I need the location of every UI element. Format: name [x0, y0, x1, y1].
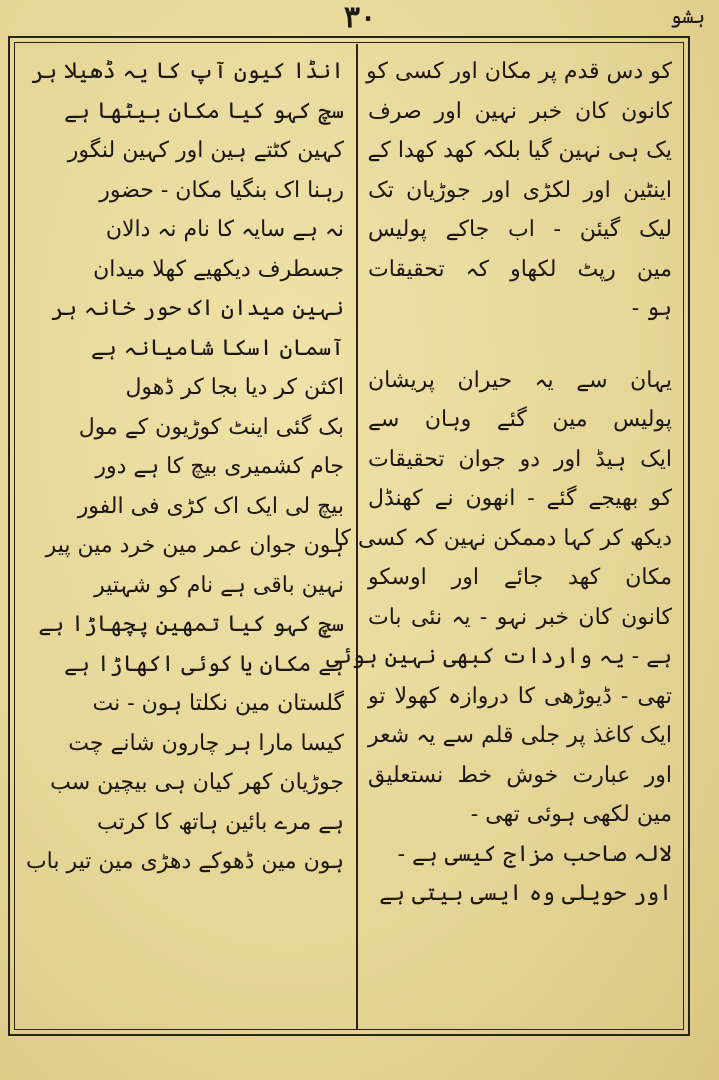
verse-line: جام کشمیری بیچ کا ہے دور: [95, 454, 344, 479]
text-line: دیکھ کر کہا دممکن نہین کہ کسی کا: [333, 525, 672, 551]
text-line: کو دس قدم پر مکان اور کسی کو: [366, 59, 672, 84]
verse-line: آسمان اسکا شامیانہ ہے: [90, 335, 344, 361]
verse-line: کیسا مارا ہر چارون شانے چت: [68, 730, 344, 756]
right-column: [326, 52, 682, 1022]
verse-line: جسطرف دیکھیے کھلا میدان: [93, 256, 344, 282]
text-line: مین لکھی ہوئی تھی -: [470, 802, 672, 827]
text-line: یک ہی نہین گیا بلکہ کھد کھدا کے: [367, 138, 672, 163]
verse-line: نہین باقی ہے نام کو شہتیر: [94, 572, 344, 598]
verse-line: اکثن کر دیا بجا کر ڈھول: [125, 375, 344, 400]
verse-line: سچ کہو کیا تمھین پچھاڑا ہے: [38, 612, 344, 637]
text-line: لیک گیئن - اب جاکے پولیس: [368, 217, 672, 242]
text-line: اور عبارت خوش خط نستعلیق: [368, 762, 672, 788]
left-column-verse: [18, 52, 354, 1022]
verse-line: گلستان مین نکلتا ہون - نت: [92, 691, 344, 716]
text-line: ایک کاغذ پر جلی قلم سے یہ شعر: [368, 723, 672, 748]
verse-line: ہے مرے بائین ہاتھ کا کرتب: [96, 809, 344, 835]
text-line: مکان کھد جائے اور اوسکو: [368, 565, 672, 590]
text-line: ہے - یہ واردات کبھی نہین ہوئی: [326, 644, 672, 669]
verse-line: کہین کٹتے ہین اور کہین لنگور: [67, 138, 344, 163]
text-line: یہان سے یہ حیران پریشان: [368, 367, 672, 393]
text-line: پولیس مین گئے وہان سے: [368, 407, 672, 432]
verse-line: نہین میدان اک حور خانہ ہر: [51, 296, 344, 321]
verse-line: انڈا کیون آپ کا یہ ڈھیلا ہر: [31, 59, 344, 84]
text-line: ہو -: [631, 296, 672, 321]
text-line: تھی - ڈیوڑھی کا دروازہ کھولا تو: [368, 683, 672, 709]
verse-line: سچ کہو کیا مکان بیٹھا ہے: [64, 98, 344, 124]
verse-line: جوڑیان کھر کیان ہی بیچین سب: [50, 770, 344, 795]
verse-line: ہون جوان عمر مین خرد مین پیر: [45, 533, 344, 558]
paragraph-gap: [368, 329, 672, 361]
text-line: کو بھیجے گئے - انھون نے کھنڈل: [368, 486, 672, 511]
verse-line: بیچ لی ایک اک کڑی فی الفور: [77, 493, 344, 519]
running-head: ہشو: [670, 4, 706, 28]
verse-line: بک گئی اینٹ کوڑیون کے مول: [78, 414, 344, 440]
text-line: اور حویلی وہ ایسی بیتی ہے: [379, 881, 672, 906]
text-line: کانون کان خبر نہین اور صرف: [368, 98, 672, 124]
text-line: لالہ صاحب مزاج کیسی ہے -: [397, 841, 672, 867]
verse-line: ہے مکان یا کوئی اکھاڑا ہے: [64, 651, 344, 677]
text-line: ایک ہیڈ اور دو جوان تحقیقات: [368, 446, 672, 472]
verse-line: نہ ہے سایہ کا نام نہ دالان: [105, 217, 344, 242]
verse-line: رہنا اک بنگیا مکان - حضور: [99, 177, 344, 203]
text-line: اینٹین اور لکڑی اور جوڑیان تک: [368, 177, 672, 203]
verse-line: ہون مین ڈھوکے دھڑی مین تیر باب: [25, 849, 344, 874]
page-number: ۳۰: [343, 0, 377, 35]
text-line: مین رپٹ لکھاو کہ تحقیقات: [368, 256, 672, 282]
text-line: کانون کان خبر نہو - یہ نئی بات: [368, 604, 672, 630]
